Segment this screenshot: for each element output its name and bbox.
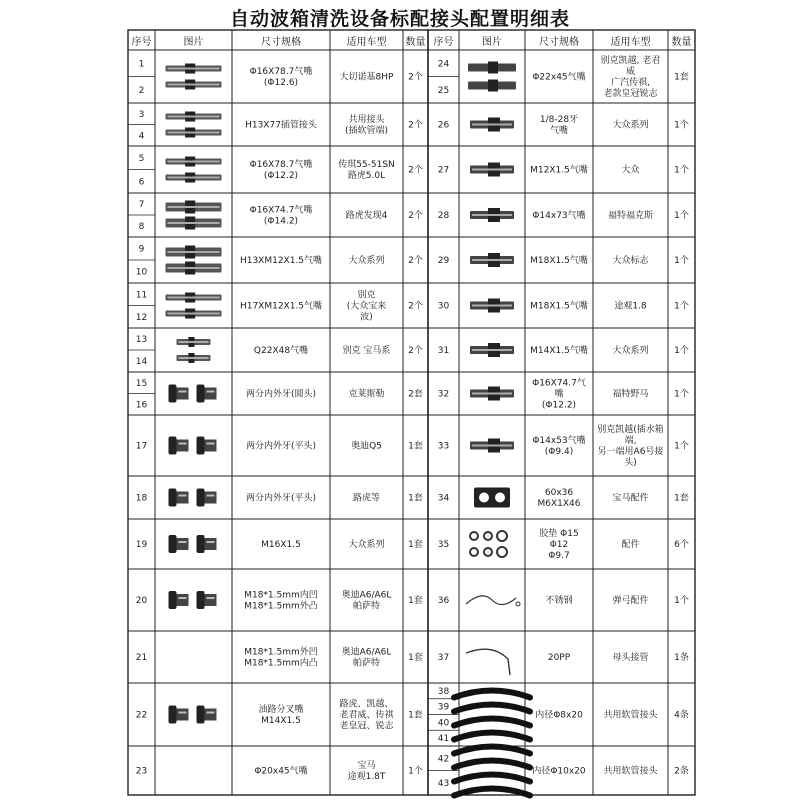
- spec-text: M18*1.5mm外凸: [244, 601, 318, 612]
- row-number: 30: [437, 301, 450, 312]
- qty-text: 1个: [674, 596, 689, 606]
- qty-text: 1个: [674, 120, 689, 131]
- long-connector-icon: [166, 64, 222, 90]
- spec-text: 两分内外牙(平头): [245, 441, 317, 452]
- row-number: 11: [135, 290, 148, 301]
- column-header: 数量: [405, 37, 426, 48]
- model-text: 大切诺基8HP: [339, 72, 394, 83]
- spec-text: Φ14x73气嘴: [532, 211, 586, 221]
- model-text: 路虎、凯越、: [339, 699, 394, 710]
- model-text: 老皇冠、锐志: [339, 721, 394, 732]
- qty-text: 2个: [408, 301, 423, 312]
- spec-text: H13XM12X1.5气嘴: [239, 256, 323, 266]
- column-header: 图片: [482, 37, 502, 48]
- column-header: 适用车型: [346, 37, 387, 48]
- model-text: (大众宝来: [346, 301, 387, 312]
- spec-text: 气嘴: [549, 126, 569, 136]
- long-connector-icon: [166, 293, 222, 319]
- model-text: 福特野马: [612, 389, 649, 400]
- long-connector-icon: [166, 112, 222, 138]
- model-text: 老君威、传祺: [339, 710, 394, 721]
- row-number: 12: [135, 312, 148, 323]
- thick-connector-icon: [166, 201, 222, 230]
- row-number: 2: [138, 85, 145, 96]
- row-number: 37: [437, 653, 450, 663]
- row-number: 19: [135, 540, 148, 550]
- model-text: 大众标志: [612, 256, 649, 266]
- row-number: 20: [135, 596, 148, 606]
- spec-text: Φ14x53气嘴: [532, 436, 586, 446]
- spec-text: 1/8-28牙: [539, 115, 579, 125]
- row-number: 10: [135, 267, 148, 278]
- single-connector-icon: [470, 387, 514, 401]
- model-text: 共用软管接头: [603, 766, 658, 777]
- row-number: 36: [437, 596, 450, 606]
- right-table-frame: [428, 30, 695, 795]
- spec-text: M6X1X46: [537, 499, 581, 509]
- spec-text: 油路分叉嘴: [258, 705, 304, 715]
- model-text: 大众: [621, 165, 640, 176]
- spec-text: M16X1.5: [261, 540, 301, 550]
- row-number: 22: [135, 710, 148, 721]
- spec-text: Φ20x45气嘴: [254, 766, 308, 777]
- qty-text: 1套: [408, 710, 423, 721]
- model-text: 途观1.8: [614, 301, 647, 312]
- spec-text: (Φ12.2): [263, 171, 299, 181]
- spec-text: 两分内外牙(平头): [245, 493, 317, 504]
- thick-connector-icon: [166, 246, 222, 275]
- qty-text: 6个: [674, 540, 689, 550]
- spec-text: (Φ9.4): [544, 447, 574, 457]
- qty-text: 1个: [674, 256, 689, 266]
- row-number: 41: [437, 734, 450, 745]
- model-text: 共用接头: [348, 115, 385, 125]
- spec-text: Q22X48气嘴: [253, 346, 309, 356]
- qty-text: 1个: [674, 389, 689, 400]
- row-number: 39: [437, 702, 450, 713]
- single-connector-icon: [470, 118, 514, 132]
- row-number: 18: [135, 493, 148, 504]
- model-text: 大众系列: [612, 346, 649, 356]
- qty-text: 2套: [408, 389, 423, 400]
- qty-text: 2个: [408, 256, 423, 266]
- model-text: 母头接管: [612, 653, 649, 663]
- qty-text: 1个: [674, 165, 689, 176]
- row-number: 24: [437, 59, 450, 70]
- model-text: 路虎等: [352, 493, 381, 504]
- spec-text: Φ16X74.7气嘴: [249, 205, 313, 216]
- spec-text: (Φ12.2): [541, 400, 577, 411]
- row-number: 15: [135, 378, 148, 389]
- model-text: 传琪55-51SN: [338, 160, 395, 170]
- column-header: 图片: [183, 37, 204, 48]
- row-number: 38: [437, 686, 450, 697]
- spec-text: 内径Φ8x20: [535, 710, 583, 721]
- row-number: 6: [138, 177, 145, 188]
- model-text: 宝马: [357, 761, 376, 771]
- spec-text: Φ16X78.7气嘴: [249, 67, 313, 77]
- row-number: 42: [437, 754, 450, 765]
- model-text: 大众系列: [348, 256, 385, 266]
- hose-icon: [454, 691, 530, 740]
- left-table-frame: [128, 30, 428, 795]
- column-header: 适用车型: [610, 37, 651, 48]
- qty-text: 1个: [674, 441, 689, 452]
- row-number: 43: [437, 778, 450, 789]
- model-text: 奥迪A6/A6L: [341, 647, 392, 658]
- tube-icon: [466, 649, 510, 675]
- spec-text: M18*1.5mm内凸: [244, 658, 318, 669]
- spec-text: M18X1.5气嘴: [530, 301, 588, 312]
- single-connector-icon: [470, 439, 514, 453]
- model-text: 福特福克斯: [607, 211, 654, 221]
- row-number: 14: [135, 357, 148, 367]
- row-number: 28: [437, 211, 450, 221]
- hose-icon: [454, 747, 530, 796]
- spec-text: M14X1.5气嘴: [530, 346, 588, 356]
- spec-text: Φ16X78.7气嘴: [249, 160, 313, 170]
- model-text: 途观1.8T: [347, 772, 386, 782]
- column-header: 数量: [671, 37, 692, 48]
- spec-text: M12X1.5气嘴: [530, 165, 588, 176]
- fitting-pair-icon: [169, 591, 217, 609]
- plate-icon: [474, 488, 510, 508]
- row-number: 40: [437, 718, 450, 729]
- model-text: 别克凯越(插水箱: [597, 425, 664, 435]
- row-number: 3: [138, 109, 145, 120]
- model-text: 波): [360, 312, 373, 323]
- document-title: 自动波箱清洗设备标配接头配置明细表: [229, 8, 570, 30]
- model-text: 大众系列: [348, 540, 385, 550]
- row-number: 35: [437, 540, 450, 550]
- row-number: 5: [138, 153, 145, 164]
- column-header: 序号: [433, 37, 454, 48]
- qty-text: 1套: [674, 72, 689, 83]
- qty-text: 1套: [408, 540, 423, 550]
- qty-text: 2个: [408, 346, 423, 356]
- model-text: 帕萨特: [352, 658, 381, 669]
- spring-wire-icon: [466, 596, 520, 606]
- model-text: 共用软管接头: [603, 710, 658, 721]
- model-text: 别克: [357, 290, 376, 301]
- fitting-pair-icon: [169, 437, 217, 455]
- single-connector-icon: [470, 299, 514, 313]
- single-connector-icon: [470, 208, 514, 222]
- row-number: 23: [135, 766, 148, 777]
- long-connector-icon: [166, 157, 222, 183]
- row-number: 4: [138, 131, 145, 142]
- qty-text: 2个: [408, 165, 423, 176]
- qty-text: 4条: [674, 710, 689, 721]
- spec-text: M18*1.5mm内凹: [244, 590, 318, 601]
- model-text: (插软管端): [344, 126, 389, 136]
- spec-text: 嘴: [554, 389, 564, 400]
- qty-text: 1个: [674, 211, 689, 221]
- spec-text: 60x36: [544, 488, 574, 498]
- fitting-pair-icon: [169, 535, 217, 553]
- model-text: 帕萨特: [352, 601, 381, 612]
- spec-text: Φ9.7: [548, 551, 570, 561]
- row-number: 29: [437, 256, 450, 266]
- qty-text: 1套: [408, 596, 423, 606]
- model-text: 路虎5.0L: [347, 171, 386, 181]
- model-text: 别克凯越, 老君: [600, 56, 661, 66]
- spec-text: 两分内外牙(圆头): [245, 389, 317, 400]
- row-number: 21: [135, 653, 148, 663]
- spec-text: 不锈钢: [545, 596, 573, 606]
- row-number: 25: [437, 85, 450, 96]
- spec-text: 20PP: [547, 653, 571, 663]
- model-text: 老款皇冠锐志: [603, 89, 658, 99]
- spec-text: Φ22x45气嘴: [532, 72, 586, 83]
- model-text: 奥迪Q5: [351, 441, 382, 452]
- column-header: 尺寸规格: [539, 37, 579, 48]
- fitting-pair-icon: [169, 706, 217, 724]
- qty-text: 2个: [408, 72, 423, 83]
- row-number: 26: [437, 120, 450, 131]
- column-header: 尺寸规格: [261, 37, 301, 48]
- row-number: 8: [138, 222, 145, 232]
- qty-text: 2个: [408, 211, 423, 221]
- row-number: 32: [437, 389, 450, 400]
- spec-text: Φ16X74.7气: [532, 378, 586, 389]
- connector-pair-icon: [468, 62, 516, 92]
- spec-text: 内径Φ10x20: [532, 766, 586, 777]
- row-number: 31: [437, 346, 450, 356]
- qty-text: 1个: [674, 301, 689, 312]
- model-text: 别克 宝马系: [342, 346, 391, 356]
- model-text: 弹弓配件: [612, 596, 649, 606]
- model-text: 路虎发现4: [345, 211, 388, 221]
- single-connector-icon: [470, 253, 514, 267]
- row-number: 13: [135, 335, 148, 345]
- short-connector-icon: [177, 337, 211, 363]
- qty-text: 1套: [408, 493, 423, 504]
- row-number: 1: [138, 59, 145, 70]
- spec-text: H13X77插管接头: [245, 120, 317, 131]
- column-header: 序号: [131, 37, 152, 48]
- model-text: 广汽传祺,: [611, 78, 650, 88]
- qty-text: 1个: [674, 346, 689, 356]
- spec-text: H17XM12X1.5气嘴: [239, 301, 323, 312]
- row-number: 9: [138, 244, 145, 255]
- qty-text: 1套: [408, 653, 423, 663]
- spec-text: (Φ14.2): [263, 216, 299, 227]
- spec-text: Φ12: [549, 540, 569, 550]
- row-number: 34: [437, 493, 450, 504]
- row-number: 33: [437, 441, 450, 452]
- row-number: 7: [138, 200, 145, 210]
- single-connector-icon: [470, 343, 514, 357]
- fitting-pair-icon: [169, 489, 217, 507]
- model-text: 大众系列: [612, 120, 649, 131]
- model-text: 克莱斯勒: [348, 389, 385, 400]
- model-text: 端,: [624, 436, 637, 446]
- qty-text: 1个: [408, 766, 423, 777]
- model-text: 宝马配件: [612, 493, 649, 504]
- fitting-pair-icon: [169, 385, 217, 403]
- washers-icon: [470, 531, 507, 557]
- row-number: 27: [437, 165, 450, 176]
- spec-text: M18*1.5mm外凹: [244, 647, 318, 658]
- qty-text: 2条: [674, 766, 689, 777]
- spec-text: M18X1.5气嘴: [530, 256, 588, 266]
- model-text: 威: [625, 67, 636, 77]
- row-number: 16: [135, 400, 148, 411]
- model-text: 另一端用A6号接: [597, 447, 664, 457]
- model-text: 配件: [621, 540, 640, 550]
- spec-text: M14X1.5: [261, 716, 301, 726]
- qty-text: 1条: [674, 653, 689, 663]
- qty-text: 2个: [408, 120, 423, 131]
- single-connector-icon: [470, 163, 514, 177]
- model-text: 奥迪A6/A6L: [341, 590, 392, 601]
- qty-text: 1套: [408, 441, 423, 452]
- qty-text: 1套: [674, 493, 689, 504]
- spec-text: (Φ12.6): [263, 78, 299, 88]
- spec-text: 胶垫 Φ15: [539, 529, 579, 539]
- row-number: 17: [135, 441, 148, 452]
- model-text: 头): [624, 458, 637, 468]
